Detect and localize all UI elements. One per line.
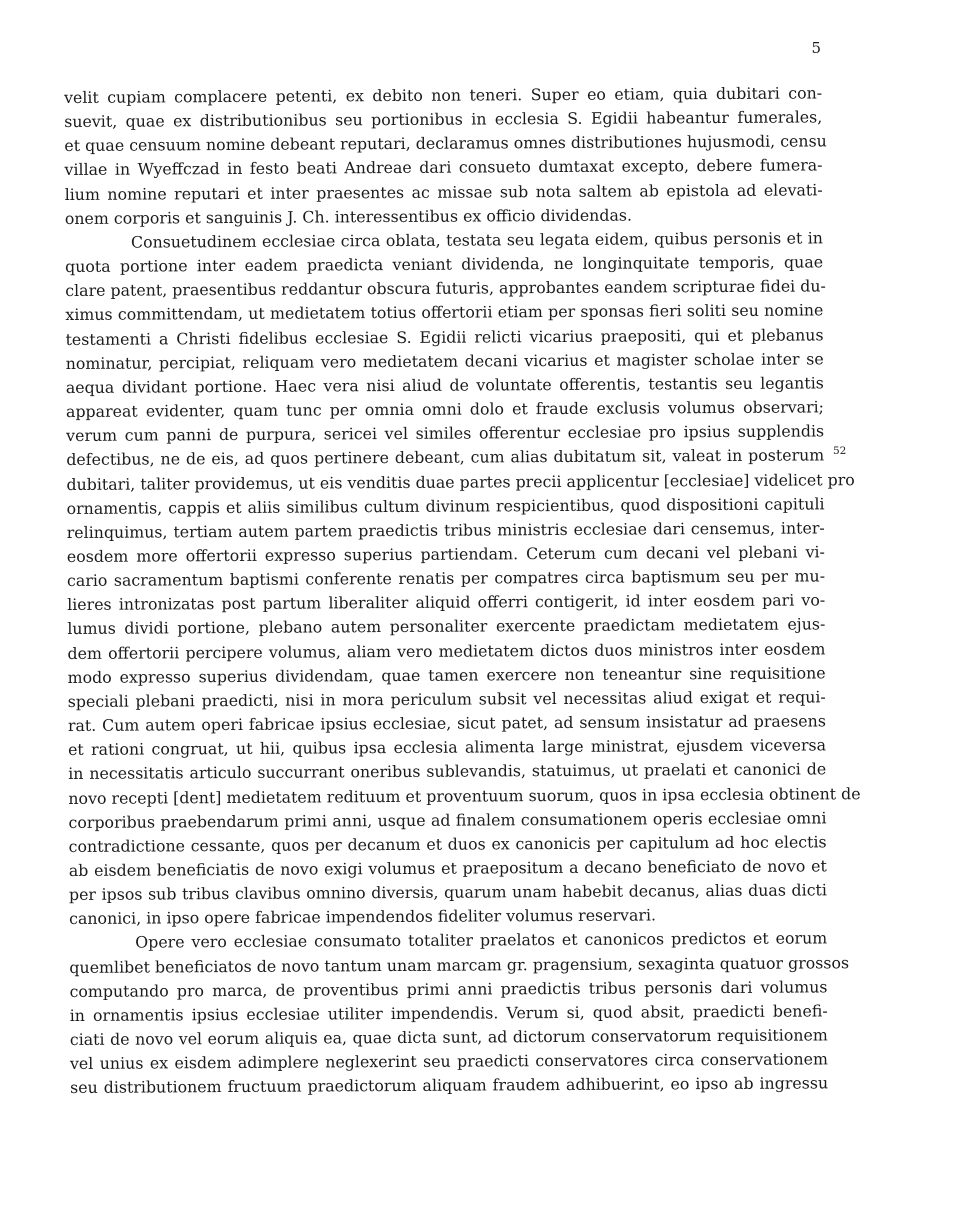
text-line: canonici, in ipso opere fabricae impendendos fideliter volumus reservari. <box>69 905 657 929</box>
text-line: defectibus, ne de eis, ad quos pertinere debeant, cum alias dubitatum sit, valeat in posterum <box>66 445 825 470</box>
text-line: ab eisdem beneficiatis de novo exigi volumus et praepositum a decano beneficiato de novo et <box>68 856 827 880</box>
text-line: quota portione inter eadem praedicta veniant dividenda, ne longinquitate temporis, quae <box>65 252 824 277</box>
text-line: lieres intronizatas post partum liberaliter aliquid offerri contigerit, id inter eosdem pari vo- <box>67 590 826 615</box>
text-line: modo expresso superius dividendam, quae tamen exercere non teneantur sine requisitione <box>67 663 826 687</box>
text-line: lumus dividi portione, plebano autem personaliter exercente praedictam medietatem ejus- <box>67 614 826 639</box>
text-line: novo recepti [dent] medietatem redituum et proventuum suorum, quos in ipsa ecclesia obtinent de <box>68 783 861 808</box>
text-line: in ornamentis ipsius ecclesiae utiliter impendendis. Verum si, quod absit, praedicti benefi- <box>69 1001 828 1025</box>
page-number: 5 <box>811 39 821 57</box>
text-line: aequa dividant portione. Haec vera nisi aliud de voluntate offerentis, testantis seu legantis <box>65 373 824 397</box>
text-line: dem offertorii percipere volumus, aliam vero medietatem dictos duos ministros inter eosdem <box>67 638 826 663</box>
text-line: speciali plebani praedicti, nisi in mora periculum subsit vel necessitas aliud exigat et requi- <box>67 687 826 711</box>
text-line: nominatur, percipiat, reliquam vero medietatem decani vicarius et magister scholae inter se <box>65 349 824 373</box>
text-line: seu distributionem fructuum praedictorum aliquam fraudem adhibuerint, eo ipso ab ingressu <box>70 1073 829 1098</box>
text-line: dubitari, taliter providemus, ut eis venditis duae partes precii applicentur [ecclesiae] videlicet pro <box>66 469 855 494</box>
text-line: quemlibet beneficiatos de novo tantum unam marcam gr. pragensium, sexaginta quatuor grossos <box>69 952 850 977</box>
text-line: suevit, quae ex distributionibus seu portionibus in ecclesia S. Egidii habeantur fumerales, <box>64 107 823 132</box>
text-line: appareat evidenter, quam tunc per omnia omni dolo et fraude exclusis volumus observari; <box>65 397 825 422</box>
text-line: in necessitatis articulo succurrant oneribus sublevandis, statuimus, ut praelati et canonici de <box>68 759 827 784</box>
text-line: villae in Wyeffczad in festo beati Andreae dari consueto dumtaxat excepto, debere fumera- <box>64 155 823 180</box>
margin-line-number: 52 <box>833 445 847 457</box>
text-line: et rationi congruat, ut hii, quibus ipsa ecclesia alimenta large ministrat, ejusdem viceversa <box>67 735 827 760</box>
text-line: ornamentis, cappis et aliis similibus cultum divinum respicientibus, quod dispositioni capituli <box>66 494 825 518</box>
text-line: velit cupiam complacere petenti, ex debito non teneri. Super eo etiam, quia dubitari con- <box>64 83 823 107</box>
text-line: Consuetudinem ecclesiae circa oblata, testata seu legata eidem, quibus personis et in <box>130 228 823 252</box>
text-line: ciati de novo vel eorum aliquis ea, quae dicta sunt, ad dictorum conservatorum requisitionem <box>69 1025 828 1050</box>
text-line: relinquimus, tertiam autem partem praedictis tribus ministris ecclesiae dari censemus, inter- <box>66 518 825 542</box>
text-line: vel unius ex eisdem adimplere neglexerint seu praedicti conservatores circa conservationem <box>69 1049 829 1074</box>
text-line: eosdem more offertorii expresso superius partiendam. Ceterum cum decani vel plebani vi- <box>66 542 825 566</box>
text-line: per ipsos sub tribus clavibus omnino diversis, quarum unam habebit decanus, alias duas dicti <box>68 880 827 905</box>
text-line: verum cum panni de purpura, sericei vel similes offerentur ecclesiae pro ipsius supplendis <box>66 421 825 446</box>
text-line: lium nomine reputari et inter praesentes ac missae sub nota saltem ab epistola ad elevati- <box>64 179 823 204</box>
text-line: cario sacramentum baptismi conferente renatis per compatres circa baptismum seu per mu- <box>66 566 826 591</box>
text-line: computando pro marca, de proventibus primi anni praedictis tribus personis dari volumus <box>69 977 828 1001</box>
text-line: testamenti a Christi fidelibus ecclesiae S. Egidii relicti vicarius praepositi, qui et plebanus <box>65 324 824 349</box>
text-line: contradictione cessante, quos per decanum et duos ex canonicis per capitulum ad hoc electis <box>68 832 827 856</box>
text-line: onem corporis et sanguinis J. Ch. interessentibus ex officio dividendas. <box>64 205 633 228</box>
text-line: corporibus praebendarum primi anni, usque ad finalem consumationem operis ecclesiae omni <box>68 808 827 832</box>
text-line: rat. Cum autem operi fabricae ipsius ecclesiae, sicut patet, ad sensum insistatur ad praesens <box>67 711 826 736</box>
text-line: Opere vero ecclesiae consumato totaliter praelatos et canonicos predictos et eorum <box>135 928 828 953</box>
text-line: ximus committendam, ut medietatem totius offertorii etiam per sponsas fieri soliti seu nomine <box>65 300 824 325</box>
text-line: et quae censuum nomine debeant reputari, declaramus omnes distributiones hujusmodi, censu <box>64 131 827 156</box>
text-line: clare patent, praesentibus reddantur obscura futuris, approbantes eandem scripturae fidei du- <box>65 276 826 301</box>
